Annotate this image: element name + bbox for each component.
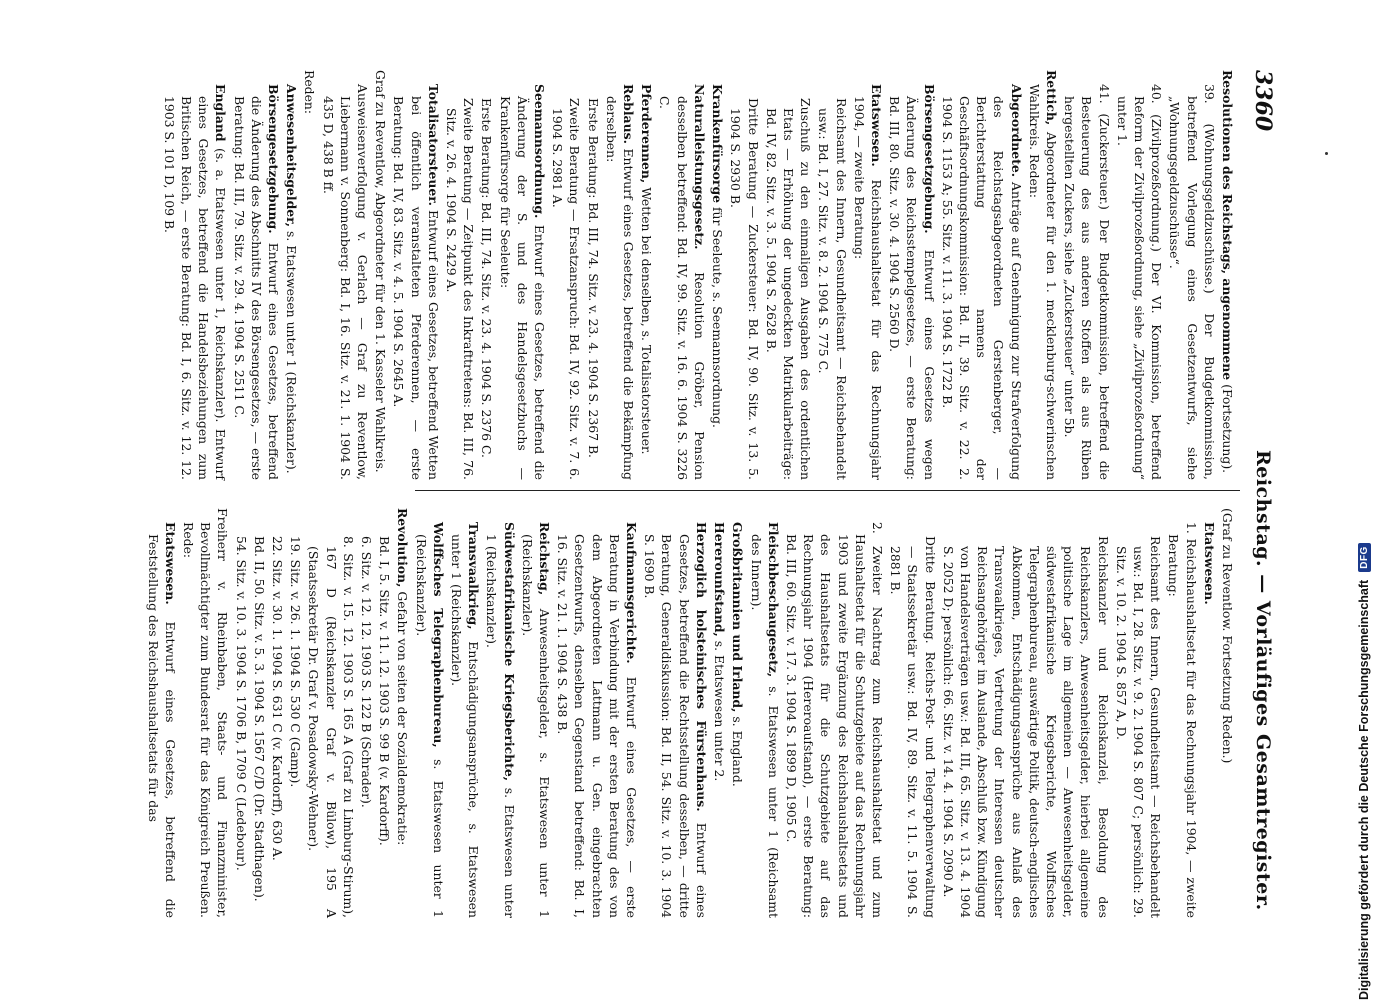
- register-entry: [358, 508, 375, 918]
- entry-text: Entwurf eines Gesetzes wegen Änderung des Reichsstempelgesetzes, — erste Beratung: Bd. III, 80. Sitz. v. 30. 4. 1904 S. 2560 D.: [887, 96, 937, 480]
- register-entry: [251, 508, 268, 918]
- register-entry: [1201, 508, 1218, 918]
- entry-text: 1. Reichshaushaltsetat für das Rechnungsjahr 1904, — zweite Beratung:: [1166, 522, 1199, 918]
- register-entry: [412, 508, 446, 918]
- register-entry: [711, 508, 728, 918]
- running-head: [1248, 70, 1276, 970]
- register-entry: [783, 508, 886, 918]
- register-entry: [709, 70, 726, 480]
- entry-keyword: Abgeordnete.: [1008, 84, 1024, 178]
- register-entry: [390, 70, 442, 480]
- dfg-logo: DFG: [1358, 543, 1371, 572]
- register-entry: [1219, 70, 1236, 480]
- entry-text: Ausweisenverfolgung v. Gerlach — Graf zu Reventlow, Liebermann v. Sonnenberg: Bd. I, 16. Sitz. v. 21. 1. 1904 S. 435 D, 438 B ff.: [320, 84, 371, 480]
- entry-text: Entschädigungsansprüche, s. Etatswesen unter 1 (Reichskanzler).: [449, 534, 482, 918]
- entry-keyword: Transvaalkrieg,: [466, 522, 482, 630]
- register-entry: [1061, 70, 1113, 480]
- register-entry: [1113, 508, 1165, 918]
- entry-text: Zuschuß zu den einmaligen Ausgaben des ordentlichen Etats — Erhöhung der ungedeckten Matrikularbeiträge: Bd. IV, 82. Sitz. v. 3. 5. 1904 S. 2628 B.: [763, 98, 814, 480]
- right-column: [143, 508, 1236, 918]
- register-entry: [394, 508, 411, 918]
- entry-keyword: Pferderennen,: [639, 84, 655, 184]
- register-entry: [376, 508, 393, 918]
- register-entry: [372, 70, 389, 480]
- entry-text: s. England.: [730, 712, 746, 787]
- entry-text: 6. Sitz. v. 12. 12. 1903 S. 122 B (Schrader).: [359, 536, 375, 808]
- entry-keyword: Herzoglich holsteinisches Fürstenhaus.: [693, 522, 709, 812]
- entry-text: Entwurf eines Gesetzes, betreffend die Bekämpfung derselben:: [603, 96, 637, 480]
- register-entry: [641, 508, 710, 918]
- entry-text: 2. Zweiter Nachtrag zum Reichshaushaltsetat und zum Haushaltsetat für die Schutzgebiete auf das Rechnungsjahr 1903 und zweite Ergänzung des Reichshaushaltsetats und des Haushaltsetats für die Schutzgebiete auf das Rechnungsjahr 1904 (Hereroaufstand), — erste Beratung: Bd. III, 60. Sitz. v. 17. 3. 1904 S. 1899 D, 1905 C.: [783, 522, 885, 918]
- register-entry: [549, 70, 583, 480]
- entry-text: s. Etatswesen unter 2.: [712, 636, 728, 782]
- entry-text: Reichsamt des Innern, Gesundheitsamt — Reichsbehandelt usw.: Bd. I, 28. Sitz. v. 9. 2. 1904 S. 807 C; persönlich: 29. Sitz. v. 10. 2. 1904 S. 857 A, D.: [1113, 536, 1164, 918]
- entry-text: 39. (Wohnungsgeldzuschüsse.) Der Budgetkommission, betreffend Vorlegung eines Gesetzentwurfs, siehe „Wohnungsgeldzuschüsse“.: [1167, 84, 1217, 480]
- entry-text: Entwurf eines Gesetzes, betreffend die Rechtsstellung desselben, — dritte Beratung, Generaldiskussion: Bd. II, 54. Sitz. v. 10. 3. 1904 S. 1690 B.: [642, 534, 709, 918]
- entry-text: Entwurf eines Gesetzes, betreffend die Feststellung des Reichshaushaltsetats für das: [145, 534, 178, 918]
- entry-keyword: Wolffsches Telegraphenbureau,: [430, 522, 446, 748]
- register-entry: [815, 70, 849, 480]
- entry-text: 8. Sitz. v. 15. 12. 1903 S. 165 A (Graf zu Limburg-Stirum), 167 D (Reichskanzler Graf v. Bülow), 195 A (Staatssekretär Dr. Graf v. Posadowsky-Wehner).: [306, 536, 356, 918]
- entry-text: Dritte Beratung. Reichs-Post- und Telegraphenverwaltung — Staatssekretär usw.: Bd. IV, 89. Sitz. v. 11. 5. 1904 S. 2881 B.: [888, 536, 938, 918]
- page-number: 3360: [1250, 70, 1276, 132]
- entry-text: 54. Sitz. v. 10. 3. 1904 S. 1706 B, 1709 C (Ledebour).: [233, 536, 249, 871]
- register-entry: [269, 508, 286, 918]
- entry-text: 41. (Zuckersteuer.) Der Budgetkommission, betreffend die Besteuerung des aus anderen Stoffen als aus Rüben hergestellten Zuckers, siehe „Zuckersteuer“ unter 5b.: [1062, 84, 1112, 480]
- register-entry: [283, 70, 300, 480]
- register-entry: [305, 508, 357, 918]
- entry-keyword: Reichstag,: [537, 522, 553, 596]
- entry-text: Dritte Beratung — Zuckersteuer: Bd. IV, 90. Sitz. v. 13. 5. 1904 S. 2930 B.: [728, 98, 761, 480]
- entry-text: s. Etatswesen unter 1 (Reichskanzler).: [413, 534, 446, 918]
- register-entry: [1219, 508, 1236, 918]
- column-divider: [415, 490, 1240, 491]
- entry-keyword: Naturalleistungsgesetz.: [691, 84, 707, 250]
- entry-text: Reichskanzler und Reichskanzlei, Besoldung des Reichskanzlers, Anwesenheitsgelder, hierbei allgemeine politische Lage im allgemeinen — Anwesenheitsgelder, südwestafrikanische Kriegsberichte, Wolffsches Telegraphenbureau, auswärtige Politik, deutsch-englisches Abkommen, Entschädigungsansprüche aus Anlaß des Transvaalkrieges, Vertretung der Interessen deutscher Reichsangehöriger im Auslande, Abschluß bzw. Kündigung von Handelsverträgen usw.: Bd. III, 65. Sitz. v. 13. 4. 1904 S. 2052 D; persönlich: 66. Sitz. v. 14. 4. 1904 S. 2090 A.: [940, 536, 1111, 918]
- register-entry: [144, 508, 178, 918]
- entry-keyword: Revolution,: [395, 508, 411, 588]
- register-entry: [729, 508, 746, 918]
- register-entry: [763, 70, 815, 480]
- entry-keyword: Totalisatorsteuer.: [425, 84, 441, 206]
- entry-text: Graf zu Reventlow, Abgeordneter für den 1. Kasseler Wahlkreis.: [373, 70, 389, 473]
- register-entry: [638, 70, 655, 480]
- entry-keyword: Resolutionen des Reichstags, angenommene: [1220, 70, 1235, 381]
- entry-text: s. Etatswesen unter 1 (Reichskanzler).: [284, 227, 300, 474]
- entry-keyword: Anwesenheitsgelder,: [284, 84, 300, 228]
- register-entry: [1026, 70, 1060, 480]
- register-entry: [727, 70, 761, 480]
- entry-text: Wetten bei denselben, s. Totalisatorsteuer.: [639, 183, 655, 455]
- entry-keyword: Etatswesen.: [162, 522, 178, 605]
- register-entry: [232, 508, 249, 918]
- entry-text: Bd. II, 50. Sitz. v. 5. 3. 1904 S. 1567 C/D (Dr. Stadthagen).: [251, 536, 267, 902]
- entry-text: Anträge auf Genehmigung zur Strafverfolgung des Reichstagsabgeordneten Gerstenberger, — Berichterstattung namens der Geschäftsordnungskommission: Bd. II, 39. Sitz. v. 22. 2. 1904 S. 1153 A; 55. Sitz. v. 11. 3. 1904 S. 1722 B.: [939, 96, 1024, 480]
- register-entry: [287, 508, 304, 918]
- entry-text: s. Etatswesen unter 1 (Reichsamt des Innern).: [748, 534, 781, 918]
- register-entry: [483, 508, 517, 918]
- entry-text: Bd. I, 5. Sitz. v. 11. 12. 1903 S. 99 B (v. Kardorff).: [377, 536, 393, 846]
- register-entry: [1114, 70, 1166, 480]
- entry-keyword: Etatswesen.: [868, 84, 884, 167]
- dfg-credit-text: Digitalisierung gefördert durch die Deutsche Forschungsgemeinschaft: [1357, 579, 1371, 1000]
- register-entry: [1166, 70, 1218, 480]
- register-entry: [887, 508, 939, 918]
- entry-text: Abgeordneter für den 1. mecklenburg-schwerinschen Wahlkreis. Reden:: [1026, 84, 1059, 480]
- entry-text: Entwurf eines Gesetzes, betreffend die Änderung der S. und des Handelsgesetzbuchs — Krankenfürsorge für Seeleute:: [497, 96, 548, 480]
- entry-text: 40. (Zivilprozeßordnung.) Der VI. Kommission, betreffend Reform der Zivilprozeßordnung, siehe „Zivilprozeßordnung“ unter 1.: [1114, 84, 1165, 480]
- register-entry: [180, 508, 232, 918]
- digitization-credit: [1351, 0, 1377, 1000]
- entry-text: Zweite Beratung — Zeitpunkt des Inkrafttretens: Bd. III, 76. Sitz. v. 26. 4. 1904 S. 2429 A.: [444, 98, 477, 480]
- entry-keyword: Seemannsordnung.: [532, 84, 548, 219]
- register-entry: [851, 70, 885, 480]
- register-entry: [1165, 508, 1199, 918]
- entry-keyword: Hererounfstand,: [712, 522, 728, 637]
- entry-text: Entwurf eines Gesetzes, betreffend Wetten bei öffentlich veranstalteten Pferderennen, — erste Beratung: Bd. IV, 83. Sitz. v. 4. 5. 1904 S. 2645 A.: [391, 96, 441, 480]
- entry-text: Reichsamt des Innern, Gesundheitsamt — Reichsbehandelt usw.: Bd. I, 27. Sitz. v. 8. 2. 1904 S. 775 C.: [816, 98, 849, 480]
- register-entry: [554, 508, 640, 918]
- running-title: Reichstag. — Vorläufiges Gesamtregister.: [1252, 450, 1274, 911]
- entry-text: Reden:: [302, 70, 318, 115]
- entry-keyword: Etatswesen.: [1201, 522, 1217, 605]
- entry-text: 22. Sitz. v. 30. 1. 1904 S. 631 C (v. Kardorff), 630 A.: [270, 536, 286, 861]
- register-entry: [519, 508, 553, 918]
- entry-text: Zweite Beratung — Ersatzanspruch: Bd. IV, 92. Sitz. v. 7. 6. 1904 S. 2981 A.: [550, 98, 583, 480]
- register-entry: [496, 70, 548, 480]
- register-entry: [939, 70, 1025, 480]
- register-entry: [747, 508, 781, 918]
- entry-text: Erste Beratung: Bd. III, 74. Sitz. v. 23. 4. 1904 S. 2376 C.: [479, 98, 495, 458]
- entry-text: Reichshaushaltsetat für das Rechnungsjahr 1904, — zweite Beratung:: [851, 96, 884, 480]
- register-entry: [603, 70, 637, 480]
- entry-text: Erste Beratung: Bd. III, 74. Sitz. v. 23. 4. 1904 S. 2367 B.: [585, 98, 601, 458]
- entry-text: Entwurf eines Gesetzes, betreffend die Änderung des Abschnitts IV des Börsengesetzes, — erste Beratung: Bd. III, 79. Sitz. v. 29. 4. 1904 S. 2511 C.: [231, 96, 282, 480]
- register-entry: [584, 70, 601, 480]
- entry-text: 19. Sitz. v. 26. 1. 1904 S. 530 C (Gamp).: [288, 536, 304, 788]
- entry-keyword: Reblaus.: [621, 84, 637, 144]
- register-entry: [448, 508, 482, 918]
- entry-text: Gefahr von seiten der Sozialdemokratie:: [395, 587, 411, 846]
- entry-text: Freiherr v. Rheinbaben, Staats- und Finanzminister, Bevollmächtigter zum Bundesrat für das Königreich Preußen. Rede:: [181, 508, 231, 918]
- entry-keyword: Rettich,: [1043, 70, 1059, 126]
- register-entry: [443, 70, 477, 480]
- entry-keyword: Fleischbeschaugesetz,: [765, 522, 781, 678]
- register-entry: [656, 70, 708, 480]
- entry-text: Resolution Gröber, Pension desselben betreffend: Bd. IV, 99. Sitz. v. 16. 6. 1904 S. 3226 C.: [657, 96, 707, 480]
- register-entry: [319, 70, 371, 480]
- left-column: [160, 70, 1236, 480]
- entry-keyword: Krankenfürsorge: [710, 84, 726, 203]
- entry-text: Entwurf eines Gesetzes, — erste Beratung in Verbindung mit der ersten Beratung des von dem Abgeordneten Lattmann u. Gen. eingebrachten Gesetzentwurfs, denselben Gegenstand betreffend: Bd. I, 16. Sitz. v. 21. 1. 1904 S. 438 B.: [555, 534, 640, 918]
- entry-text: (Graf zu Reventlow. Fortsetzung Reden.): [1220, 508, 1235, 764]
- speck-mark: [1325, 152, 1328, 155]
- entry-keyword: Börsengesetzgebung.: [921, 84, 937, 234]
- entry-keyword: Kaufmannsgerichte.: [624, 522, 640, 664]
- entry-text: (s. a. Etatswesen unter 1, Reichskanzler). Entwurf eines Gesetzes, betreffend die Handelsbeziehungen zum Britischen Reich, — erste Beratung: Bd. I, 6. Sitz. v. 12. 12. 1903 S. 101 D, 109 B.: [161, 96, 229, 480]
- entry-text: s. Etatswesen unter 1 (Reichskanzler).: [484, 534, 517, 918]
- entry-text: (Fortsetzung).: [1220, 380, 1235, 474]
- entry-keyword: Großbritannien und Irland,: [730, 522, 746, 713]
- register-entry: [478, 70, 495, 480]
- entry-keyword: Börsengesetzgebung.: [266, 84, 282, 234]
- register-entry: [301, 70, 318, 480]
- register-entry: [940, 508, 1112, 918]
- register-entry: [886, 70, 938, 480]
- entry-keyword: England: [213, 84, 229, 142]
- register-entry: [161, 70, 230, 480]
- entry-text: für Seeleute, s. Seemannsordnung.: [710, 203, 726, 428]
- register-entry: [230, 70, 282, 480]
- entry-keyword: Südwestafrikanische Kriegsberichte,: [501, 522, 517, 782]
- entry-text: Anwesenheitsgelder, s. Etatswesen unter 1 (Reichskanzler).: [519, 534, 553, 918]
